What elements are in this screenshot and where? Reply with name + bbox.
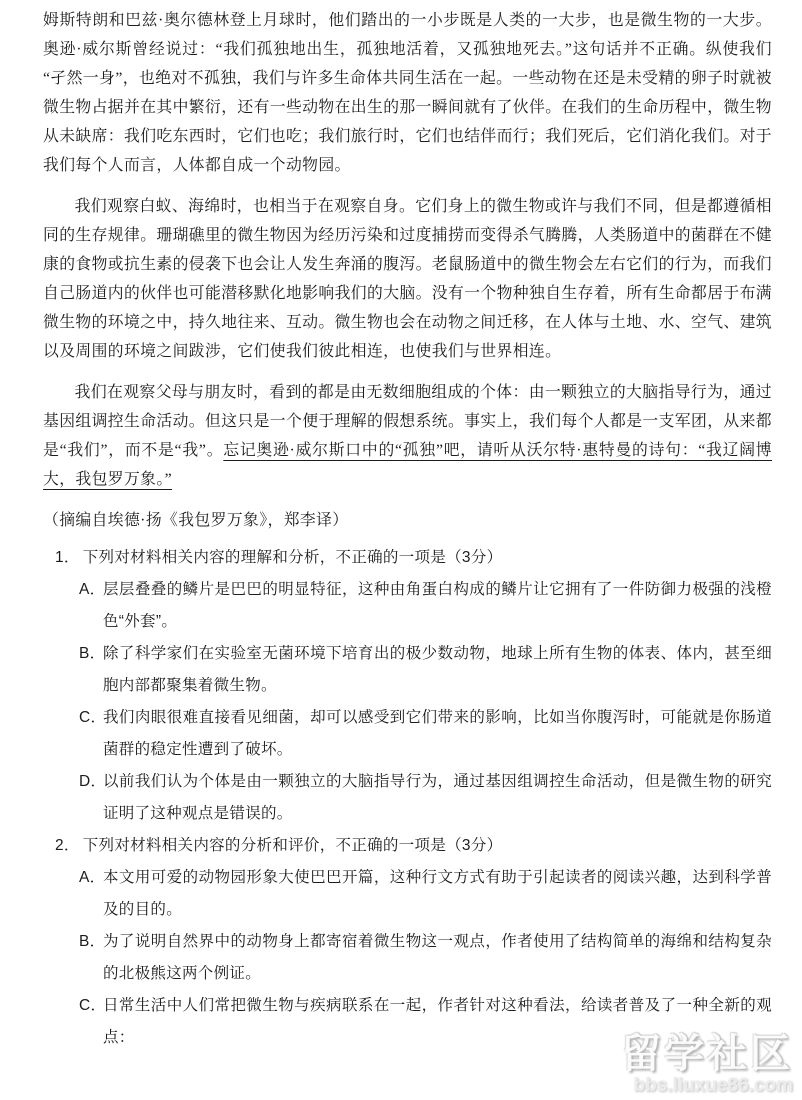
question-1-number: 1． (55, 549, 80, 566)
option-b-label: B． (79, 933, 106, 950)
reading-passage (43, 6, 772, 535)
question-2-option-a (43, 862, 772, 926)
option-a-text: 本文用可爱的动物园形象大使巴巴开篇，这种行文方式有助于引起读者的阅读兴趣，达到科学普及的目的。 (103, 869, 772, 918)
option-b-label: B． (79, 645, 106, 662)
option-a-label: A． (79, 869, 106, 886)
question-2-stem (43, 830, 772, 862)
option-b-text: 为了说明自然界中的动物身上都寄宿着微生物这一观点，作者使用了结构简单的海绵和结构复杂的北极熊这两个例证。 (103, 933, 772, 982)
paragraph-3-underlined-sentence: 忘记奥逊·威尔斯口中的“孤独”吧，请听从沃尔特·惠特曼的诗句：“我辽阔博大，我包罗万象。” (43, 442, 772, 488)
question-1-option-d (43, 766, 772, 830)
question-1-stem-text: 下列对材料相关内容的理解和分析，不正确的一项是（3分） (82, 549, 503, 566)
option-a-text: 层层叠叠的鳞片是巴巴的明显特征，这种由角蛋白构成的鳞片让它拥有了一件防御力极强的浅橙色“外套”。 (103, 581, 772, 630)
question-2-number: 2． (55, 837, 80, 854)
watermark-site-url: bbs.liuxue86.com (633, 1075, 793, 1096)
question-1 (43, 542, 772, 830)
question-1-option-c (43, 702, 772, 766)
questions-section (43, 542, 772, 1054)
option-b-text: 除了科学家们在实验室无菌环境下培育出的极少数动物，地球上所有生物的体表、体内，甚至细胞内部都聚集着微生物。 (103, 645, 772, 694)
option-c-label: C． (79, 709, 107, 726)
question-2 (43, 830, 772, 1054)
option-a-label: A． (79, 581, 106, 598)
question-2-option-b (43, 926, 772, 990)
question-1-stem (43, 542, 772, 574)
watermark-logo-text: 留学社区 (621, 1032, 793, 1076)
option-c-text: 日常生活中人们常把微生物与疾病联系在一起，作者针对这种看法，给读者普及了一种全新的观点： (103, 997, 772, 1046)
source-attribution: （摘编自埃德·扬《我包罗万象》，郑李译） (43, 512, 349, 529)
passage-paragraph-1: 姆斯特朗和巴兹·奥尔德林登上月球时，他们踏出的一小步既是人类的一大步，也是微生物的一大步。奥逊·威尔斯曾经说过：“我们孤独地出生，孤独地活着，又孤独地死去。”这句话并不正确。纵使我们“孑然一身”，也绝对不孤独，我们与许多生命体共同生活在一起。一些动物在还是未受精的卵子时就被微生物占据并在其中繁衍，还有一些动物在出生的那一瞬间就有了伙伴。在我们的生命历程中，微生物从未缺席：我们吃东西时，它们也吃；我们旅行时，它们也结伴而行；我们死后，它们消化我们。对于我们每个人而言，人体都自成一个动物园。 (43, 12, 772, 174)
passage-paragraph-3 (43, 378, 772, 494)
option-d-label: D． (79, 773, 107, 790)
passage-paragraph-2: 我们观察白蚁、海绵时，也相当于在观察自身。它们身上的微生物或许与我们不同，但是都遵循相同的生存规律。珊瑚礁里的微生物因为经历污染和过度捕捞而变得杀气腾腾，人类肠道中的菌群在不健康的食物或抗生素的侵袭下也会让人发生奔涌的腹泻。老鼠肠道中的微生物会左右它们的行为，而我们自己肠道内的伙伴也可能潜移默化地影响我们的大脑。没有一个物种独自生存着，所有生命都居于布满微生物的环境之中，持久地往来、互动。微生物也会在动物之间迁移，在人体与土地、水、空气、建筑以及周围的环境之间跋涉，它们使我们彼此相连，也使我们与世界相连。 (43, 198, 772, 360)
question-1-option-a (43, 574, 772, 638)
option-c-text: 我们肉眼很难直接看见细菌，却可以感受到它们带来的影响，比如当你腹泻时，可能就是你肠道菌群的稳定性遭到了破坏。 (103, 709, 772, 758)
site-watermark (621, 1034, 793, 1095)
paragraph-3-text: 我们在观察父母与朋友时，看到的都是由无数细胞组成的个体：由一颗独立的大脑指导行为，通过基因组调控生命活动。但这只是一个便于理解的假想系统。事实上，我们每个人都是一支军团，从来都是“我们”，而不是“我”。 (43, 384, 772, 459)
option-c-label: C． (79, 997, 107, 1014)
question-1-option-b (43, 638, 772, 702)
question-2-stem-text: 下列对材料相关内容的分析和评价，不正确的一项是（3分） (82, 837, 503, 854)
option-d-text: 以前我们认为个体是由一颗独立的大脑指导行为，通过基因组调控生命活动，但是微生物的研究证明了这种观点是错误的。 (103, 773, 772, 822)
